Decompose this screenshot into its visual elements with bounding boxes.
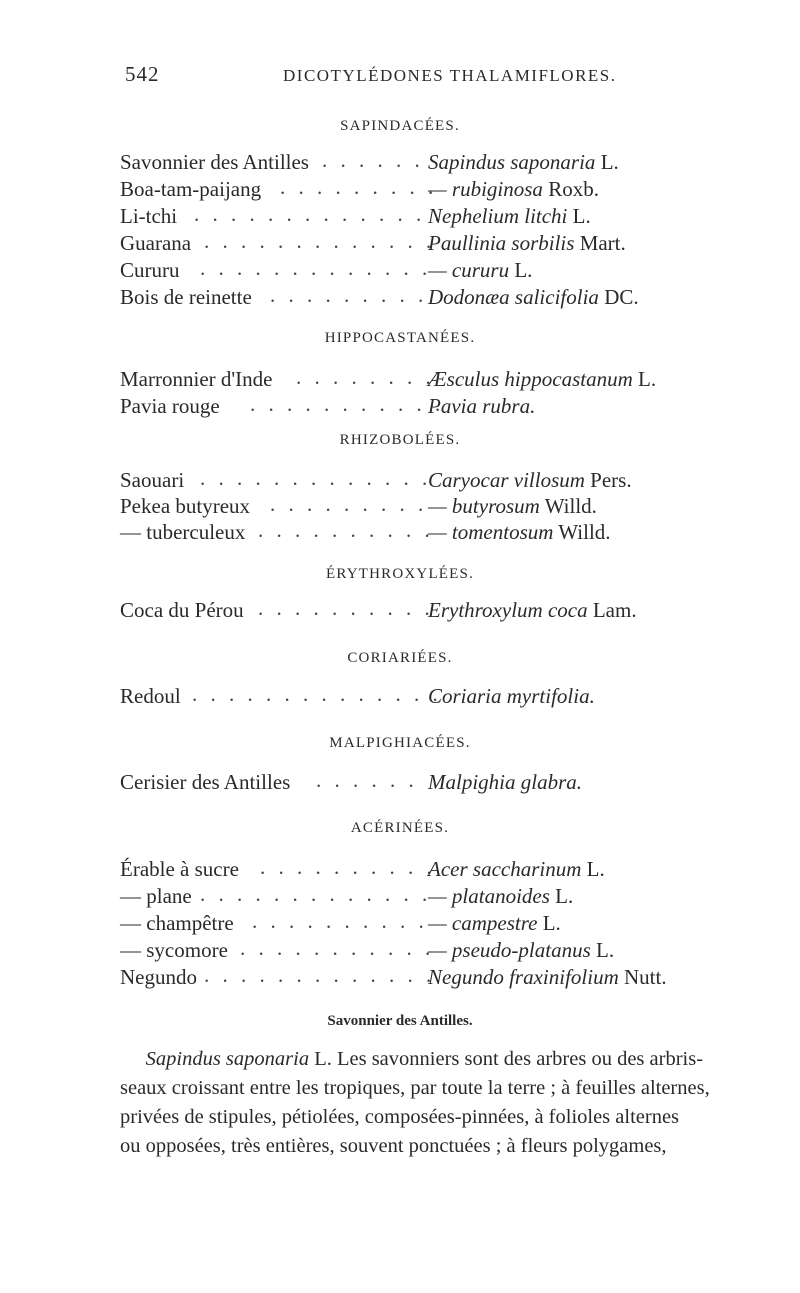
section-title-hippocastanees: HIPPOCASTANÉES. <box>324 330 476 346</box>
paragraph-line: ou opposées, très entières, souvent ponctuées ; à fleurs polygames, <box>120 1135 667 1157</box>
latin-binomial: Erythroxylum coca <box>428 598 588 622</box>
entry-row <box>120 177 680 205</box>
common-name: Cururu <box>120 258 180 282</box>
page-header <box>125 62 725 92</box>
latin-name <box>428 394 535 419</box>
common-name: Guarana <box>120 231 192 255</box>
common-name: — tuberculeux <box>120 520 246 544</box>
latin-name <box>428 231 626 256</box>
latin-name <box>428 285 639 310</box>
author-abbrev: Nutt. <box>624 965 667 989</box>
common-name: Li-tchi <box>120 204 178 228</box>
common-name: Redoul <box>120 684 181 708</box>
latin-name <box>428 770 582 795</box>
latin-binomial: — tomentosum <box>428 520 554 544</box>
paragraph-line: privées de stipules, pétiolées, composées-pinnées, à folioles alternes <box>120 1106 680 1128</box>
latin-name <box>428 177 599 202</box>
author-abbrev: L. <box>596 938 615 962</box>
latin-name <box>428 468 632 493</box>
latin-name <box>428 204 591 229</box>
latin-binomial: — cururu <box>428 258 510 282</box>
latin-name <box>428 367 656 392</box>
latin-binomial: — campestre <box>428 911 538 935</box>
dot-leader: . . . . . . . . . <box>280 175 438 199</box>
author-abbrev: L. <box>600 150 619 174</box>
latin-binomial: Nephelium litchi <box>428 204 568 228</box>
dot-leader: . . . . . . <box>322 148 424 172</box>
dot-leader: . . . . . . . . . . <box>260 855 436 879</box>
latin-name <box>428 965 667 990</box>
entry-row <box>120 598 680 626</box>
paragraph-text: L. Les savonniers sont des arbres ou des arbris- <box>309 1048 704 1070</box>
dot-leader: . . . . . . . . . . <box>258 518 434 542</box>
article-subheading: Savonnier des Antilles. <box>327 1013 473 1029</box>
entry-row <box>120 285 680 313</box>
latin-name <box>428 494 597 519</box>
entry-row <box>120 231 680 259</box>
author-abbrev: L. <box>514 258 533 282</box>
paragraph-line: seaux croissant entre les tropiques, par toute la terre ; à feuilles alternes, <box>120 1077 710 1099</box>
latin-binomial: — pseudo-platanus <box>428 938 591 962</box>
section-title-malpighiacees: MALPIGHIACÉES. <box>329 735 471 751</box>
body-paragraph <box>120 1045 720 1161</box>
author-abbrev: Willd. <box>544 494 597 518</box>
common-name: Cerisier des Antilles <box>120 770 291 794</box>
entry-row <box>120 911 680 939</box>
dot-leader: . . . . . . . . . <box>270 283 428 307</box>
latin-binomial: — rubiginosa <box>428 177 543 201</box>
latin-name <box>428 150 619 175</box>
author-abbrev: DC. <box>604 285 639 309</box>
latin-binomial: Malpighia glabra. <box>428 770 583 794</box>
latin-binomial: Sapindus saponaria <box>428 150 596 174</box>
dot-leader: . . . . . . . . . <box>270 492 428 516</box>
dot-leader: . . . . . . . . <box>296 365 435 389</box>
common-name: Érable à sucre <box>120 857 239 881</box>
latin-name <box>428 598 637 623</box>
entry-row <box>120 204 680 232</box>
latin-binomial: Dodonæa salicifolia <box>428 285 599 309</box>
dot-leader: . . . . . . . . . . . . . <box>200 466 432 490</box>
author-abbrev: L. <box>555 884 574 908</box>
author-abbrev: L. <box>586 857 605 881</box>
latin-binomial: Pavia rubra. <box>428 394 536 418</box>
dot-leader: . . . . . . . . . . . . . <box>204 229 436 253</box>
common-name: — sycomore <box>120 938 228 962</box>
common-name: — plane <box>120 884 192 908</box>
entry-row <box>120 367 680 395</box>
latin-binomial: Negundo fraxinifolium <box>428 965 619 989</box>
dot-leader: . . . . . . . . . . . . . . <box>194 202 444 226</box>
dot-leader: . . . . . . . . . . <box>258 596 434 620</box>
latin-binomial: Coriaria myrtifolia. <box>428 684 595 708</box>
latin-binomial: Caryocar villosum <box>428 468 585 492</box>
dot-leader: . . . . . . <box>316 768 418 792</box>
dot-leader: . . . . . . . . . . . . . . <box>192 682 442 706</box>
dot-leader: . . . . . . . . . . . . . <box>204 963 436 987</box>
author-abbrev: Mart. <box>579 231 626 255</box>
section-title-rhizobolees: RHIZOBOLÉES. <box>339 432 461 448</box>
entry-row <box>120 965 680 993</box>
common-name: Pekea butyreux <box>120 494 251 518</box>
latin-name <box>428 520 611 545</box>
latin-name <box>428 857 605 882</box>
latin-binomial: Æsculus hippocastanum <box>428 367 633 391</box>
common-name: Marronnier d'Inde <box>120 367 273 391</box>
common-name: Savonnier des Antilles <box>120 150 309 174</box>
author-abbrev: L. <box>542 911 561 935</box>
latin-name <box>428 684 595 709</box>
entry-row <box>120 857 680 885</box>
entry-row <box>120 884 680 912</box>
common-name: Coca du Pérou <box>120 598 244 622</box>
entry-row <box>120 684 680 712</box>
author-abbrev: Pers. <box>590 468 632 492</box>
entry-row <box>120 258 680 286</box>
latin-name <box>428 884 573 909</box>
dot-leader: . . . . . . . . . . . <box>240 936 435 960</box>
dot-leader: . . . . . . . . . . . . . <box>200 882 432 906</box>
dot-leader: . . . . . . . . . . . . . <box>200 256 432 280</box>
common-name: Saouari <box>120 468 185 492</box>
dot-leader: . . . . . . . . . . <box>252 909 428 933</box>
common-name: Boa-tam-paijang <box>120 177 262 201</box>
section-title-sapindacees: SAPINDACÉES. <box>340 118 460 134</box>
entry-row <box>120 394 680 422</box>
dot-leader: . . . . . . . . . . . <box>250 392 445 416</box>
entry-row <box>120 938 680 966</box>
page-number: 542 <box>125 62 160 86</box>
latin-name <box>428 911 561 936</box>
author-abbrev: L. <box>638 367 657 391</box>
latin-name <box>428 258 532 283</box>
author-abbrev: Willd. <box>558 520 611 544</box>
entry-row <box>120 520 680 548</box>
author-abbrev: L. <box>572 204 591 228</box>
latin-binomial: Paullinia sorbilis <box>428 231 575 255</box>
latin-binomial: — platanoides <box>428 884 550 908</box>
common-name: Bois de reinette <box>120 285 252 309</box>
latin-binomial: — butyrosum <box>428 494 540 518</box>
running-head: DICOTYLÉDONES THALAMIFLORES. <box>283 66 617 85</box>
section-title-erythroxylees: ÉRYTHROXYLÉES. <box>325 566 475 582</box>
entry-row <box>120 150 680 178</box>
paragraph-line <box>120 1045 720 1074</box>
italic-species: Sapindus saponaria <box>145 1048 310 1070</box>
common-name: — champêtre <box>120 911 234 935</box>
entry-row <box>120 770 680 798</box>
author-abbrev: Lam. <box>592 598 637 622</box>
section-title-acerinees: ACÉRINÉES. <box>350 820 450 836</box>
section-title-coriariees: CORIARIÉES. <box>347 650 453 666</box>
author-abbrev: Roxb. <box>548 177 599 201</box>
latin-name <box>428 938 614 963</box>
latin-binomial: Acer saccharinum <box>428 857 582 881</box>
common-name: Pavia rouge <box>120 394 220 418</box>
common-name: Negundo <box>120 965 197 989</box>
